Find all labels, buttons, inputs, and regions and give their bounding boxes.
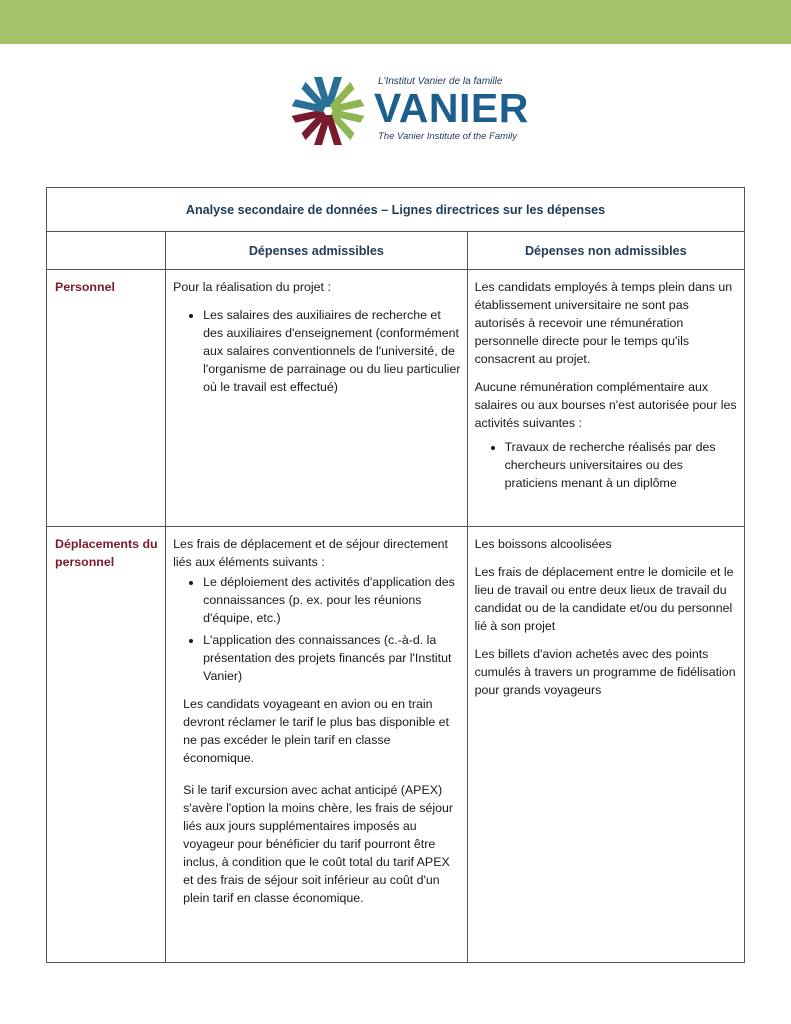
list-item: • Le déploiement des activités d'application des connaissances (p. ex. pour les réunions d'équipe, etc.) bbox=[203, 573, 460, 627]
personnel-ineligible-list bbox=[475, 438, 738, 492]
table-header-row bbox=[47, 232, 745, 270]
vanier-snowflake-logo-icon bbox=[286, 72, 370, 150]
logo-english-tagline: The Vanier Institute of the Family bbox=[378, 131, 518, 142]
list-item: • Travaux de recherche réalisés par des chercheurs universitaires ou des praticiens menant à un diplôme bbox=[505, 438, 738, 492]
travel-ineligible-cell bbox=[467, 527, 744, 963]
logo-french-tagline: L'Institut Vanier de la famille bbox=[378, 76, 503, 87]
list-item: • L'application des connaissances (c.-à-d. la présentation des projets financés par l'Institut Vanier) bbox=[203, 631, 460, 685]
travel-ineligible-p1: Les boissons alcoolisées bbox=[474, 537, 612, 551]
header-color-bar bbox=[0, 0, 791, 44]
column-header-eligible: Dépenses admissibles bbox=[166, 232, 467, 270]
expense-guidelines-table bbox=[46, 187, 745, 963]
personnel-eligible-cell bbox=[166, 270, 467, 527]
category-personnel: Personnel bbox=[47, 270, 166, 527]
category-travel: Déplacements du personnel bbox=[47, 527, 166, 963]
travel-eligible-cell bbox=[166, 527, 467, 963]
table-row bbox=[47, 270, 745, 527]
travel-eligible-intro: Les frais de déplacement et de séjour directement liés aux éléments suivants : bbox=[173, 537, 448, 569]
personnel-ineligible-p2: Aucune rémunération complémentaire aux salaires ou aux bourses n'est autorisée pour les activités suivantes : bbox=[474, 380, 737, 430]
vanier-logo bbox=[286, 70, 529, 152]
personnel-ineligible-p1: Les candidats employés à temps plein dans un établissement universitaire ne sont pas autorisés à recevoir une rémunération personnelle directe pour le temps qu'ils consacrent au projet. bbox=[474, 280, 733, 366]
travel-eligible-p2: Les candidats voyageant en avion ou en train devront réclamer le tarif le plus bas disponible et ne pas excéder le plein tarif en classe économique. bbox=[183, 697, 450, 765]
table-title-row bbox=[47, 188, 745, 232]
table-row bbox=[47, 527, 745, 963]
personnel-ineligible-cell bbox=[467, 270, 744, 527]
personnel-eligible-intro: Pour la réalisation du projet : bbox=[173, 280, 331, 294]
column-header-ineligible: Dépenses non admissibles bbox=[467, 232, 744, 270]
empty-header-cell bbox=[47, 232, 166, 270]
travel-ineligible-p2: Les frais de déplacement entre le domicile et le lieu de travail ou entre deux lieux de travail du candidat ou de la candidate et/ou du personnel lié à son projet bbox=[474, 565, 734, 633]
logo-wordmark: VANIER bbox=[374, 85, 529, 131]
list-item: • Les salaires des auxiliaires de recherche et des auxiliaires d'enseignement (conformément aux salaires conventionnels de l'université, de l'organisme de parrainage ou du lieu particulier où le travail est effectué) bbox=[203, 306, 460, 396]
travel-eligible-list bbox=[173, 573, 460, 685]
table-title: Analyse secondaire de données – Lignes directrices sur les dépenses bbox=[47, 188, 745, 232]
travel-ineligible-p3: Les billets d'avion achetés avec des points cumulés à travers un programme de fidélisation pour grands voyageurs bbox=[474, 647, 736, 697]
personnel-eligible-list bbox=[173, 306, 460, 396]
travel-eligible-p3: Si le tarif excursion avec achat anticipé (APEX) s'avère l'option la moins chère, les frais de séjour liés aux jours supplémentaires imposés au voyageur pour bénéficier du tarif pourront être inclus, à condition que le coût total du tarif APEX et des frais de séjour soit inférieur au coût d'un plein tarif en classe économique. bbox=[183, 783, 454, 905]
